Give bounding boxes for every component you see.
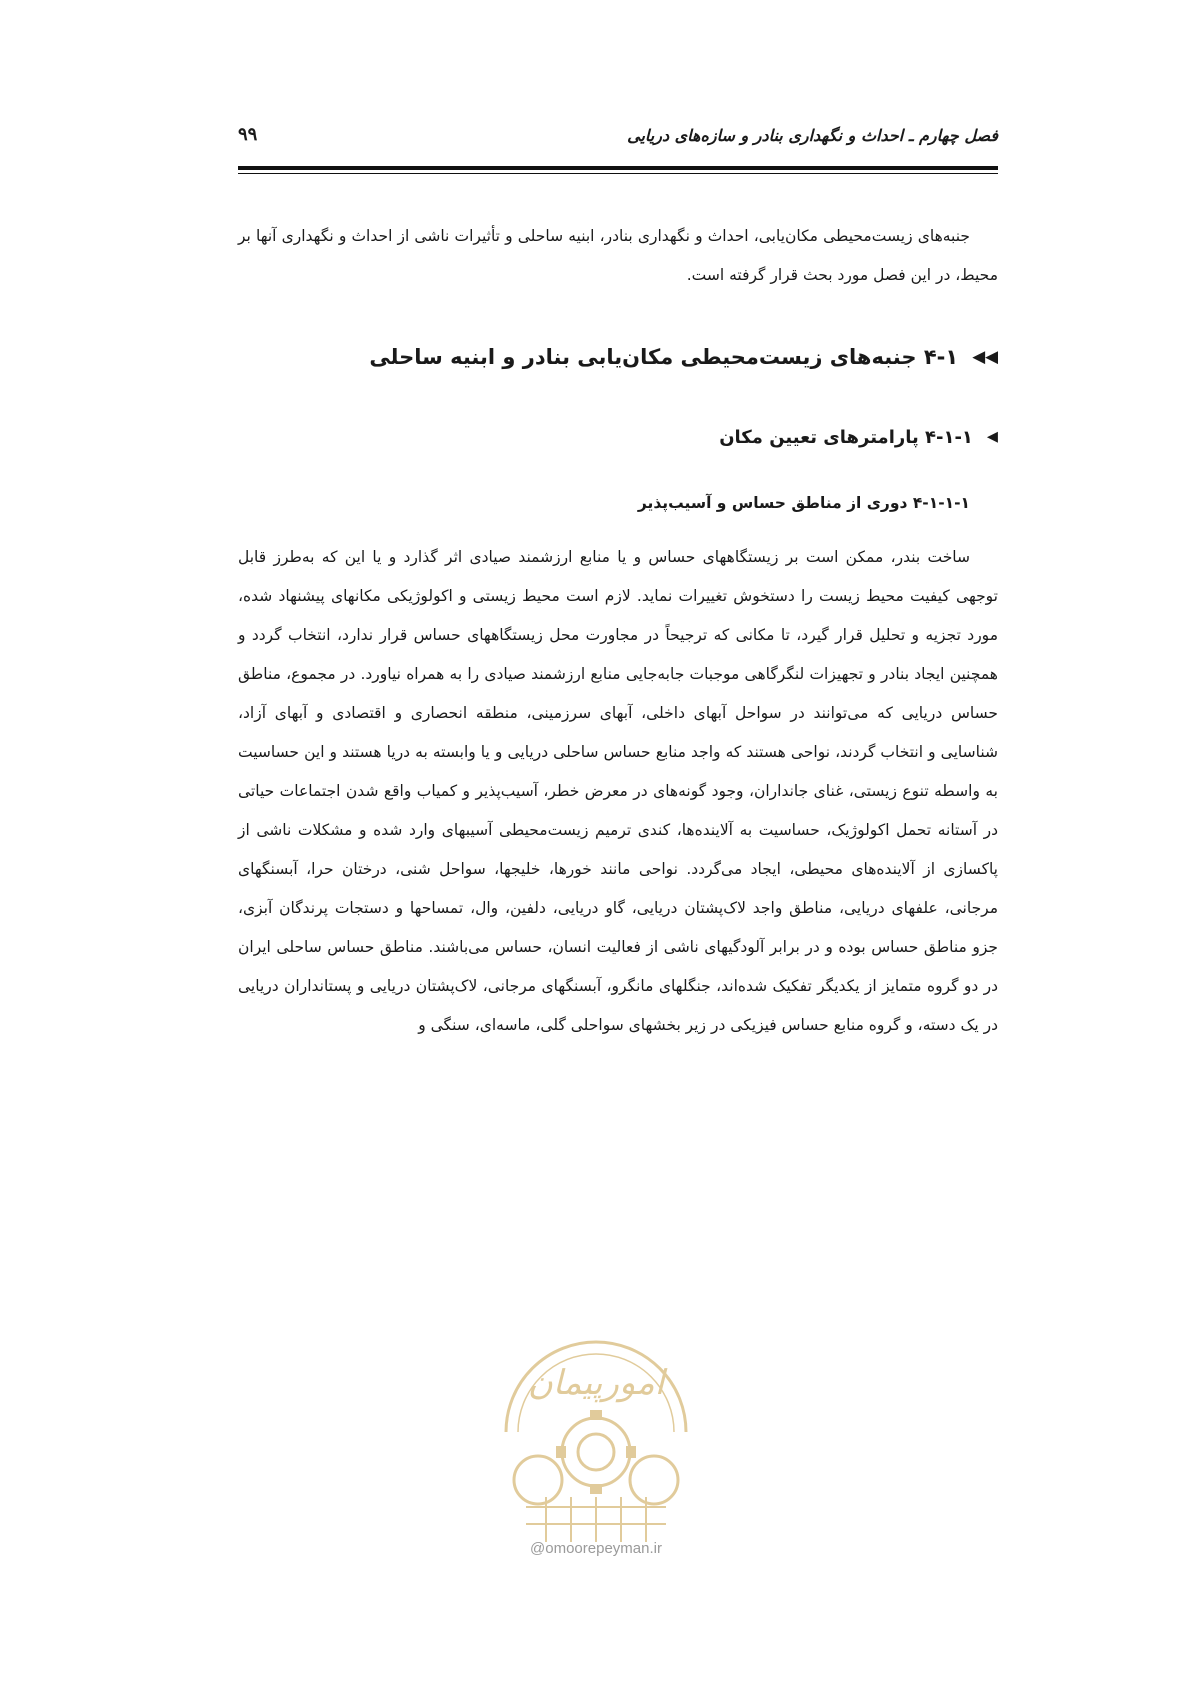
- running-header: [238, 122, 998, 158]
- double-arrow-icon: ◀◀: [972, 346, 998, 366]
- main-paragraph: ساخت بندر، ممکن است بر زیستگاههای حساس و یا منابع ارزشمند صیادی اثر گذارد و یا این که به‌طرز قابل توجهی کیفیت محیط زیست را دستخوش تغییرات نماید. لازم است محیط زیستی و اکولوژیکی مکانهای پیشنهاد شده، مورد تجزیه و تحلیل قرار گیرد، تا مکانی که ترجیحاً در مجاورت محل زیستگاههای حساس قرار ندارد، انتخاب گردد و همچنین ایجاد بنادر و تجهیزات لنگرگاهی موجبات جابه‌جایی منابع ارزشمند صیادی را به همراه نیاورد. در مجموع، مناطق حساس دریایی که می‌توانند در سواحل آبهای داخلی، آبهای سرزمینی، منطقه انحصاری و اقتصادی و آبهای آزاد، شناسایی و انتخاب گردند، نواحی هستند که واجد منابع حساس ساحلی دریایی و یا وابسته به دریا هستند و این حساسیت به واسطه تنوع زیستی، غنای جانداران، وجود گونه‌های در معرض خطر، آسیب‌پذیر و کمیاب واقع شدن اجتماعات حیاتی در آستانه تحمل اکولوژیک، حساسیت به آلاینده‌ها، کندی ترمیم زیست‌محیطی آسیبهای وارد شده و مشکلات ناشی از پاکسازی از آلاینده‌های محیطی، ایجاد می‌گردد. نواحی مانند خورها، خلیجها، سواحل شنی، درختان حرا، آبسنگهای مرجانی، علفهای دریایی، مناطق واجد لاک‌پشتان دریایی، گاو دریایی، دلفین، وال، تمساحها و دستجات پرندگان آبزی، جزو مناطق حساس بوده و در برابر آلودگیهای ناشی از فعالیت انسان، حساس می‌باشند. مناطق حساس ساحلی ایران در دو گروه متمایز از یکدیگر تفکیک شده‌اند، جنگلهای مانگرو، آبسنگهای مرجانی، لاک‌پشتان دریایی و پستانداران دریایی در یک دسته، و گروه منابع حساس فیزیکی در زیر بخشهای سواحلی گلی، ماسه‌ای، سنگی و: [238, 548, 998, 1034]
- page-number: ۹۹: [238, 124, 258, 145]
- watermark-logo-icon: [486, 1302, 706, 1562]
- subsubsection-heading: [638, 494, 970, 512]
- header-rule-thick: [238, 166, 998, 170]
- watermark-url: @omoorepeyman.ir: [530, 1540, 662, 1557]
- watermark-logo-text: امورپیمان: [527, 1363, 665, 1403]
- subsubsection-title: ۴-۱-۱-۱ دوری از مناطق حساس و آسیب‌پذیر: [637, 494, 970, 512]
- section-heading: [369, 345, 998, 369]
- arrow-icon: ◀: [986, 429, 998, 445]
- intro-paragraph: جنبه‌های زیست‌محیطی مکان‌یابی، احداث و نگهداری بنادر، ابنیه ساحلی و تأثیرات ناشی از احداث و نگهداری آنها بر محیط، در این فصل مورد بحث قرار گرفته است.: [238, 227, 998, 284]
- subsection-title: ۴-۱-۱ پارامترهای تعیین مکان: [719, 427, 973, 448]
- chapter-title: فصل چهارم ـ احداث و نگهداری بنادر و سازه‌های دریایی: [627, 126, 998, 145]
- section-title: ۴-۱ جنبه‌های زیست‌محیطی مکان‌یابی بنادر و ابنیه ساحلی: [369, 345, 959, 369]
- subsection-heading: [719, 427, 998, 448]
- header-rule-thin: [238, 173, 998, 174]
